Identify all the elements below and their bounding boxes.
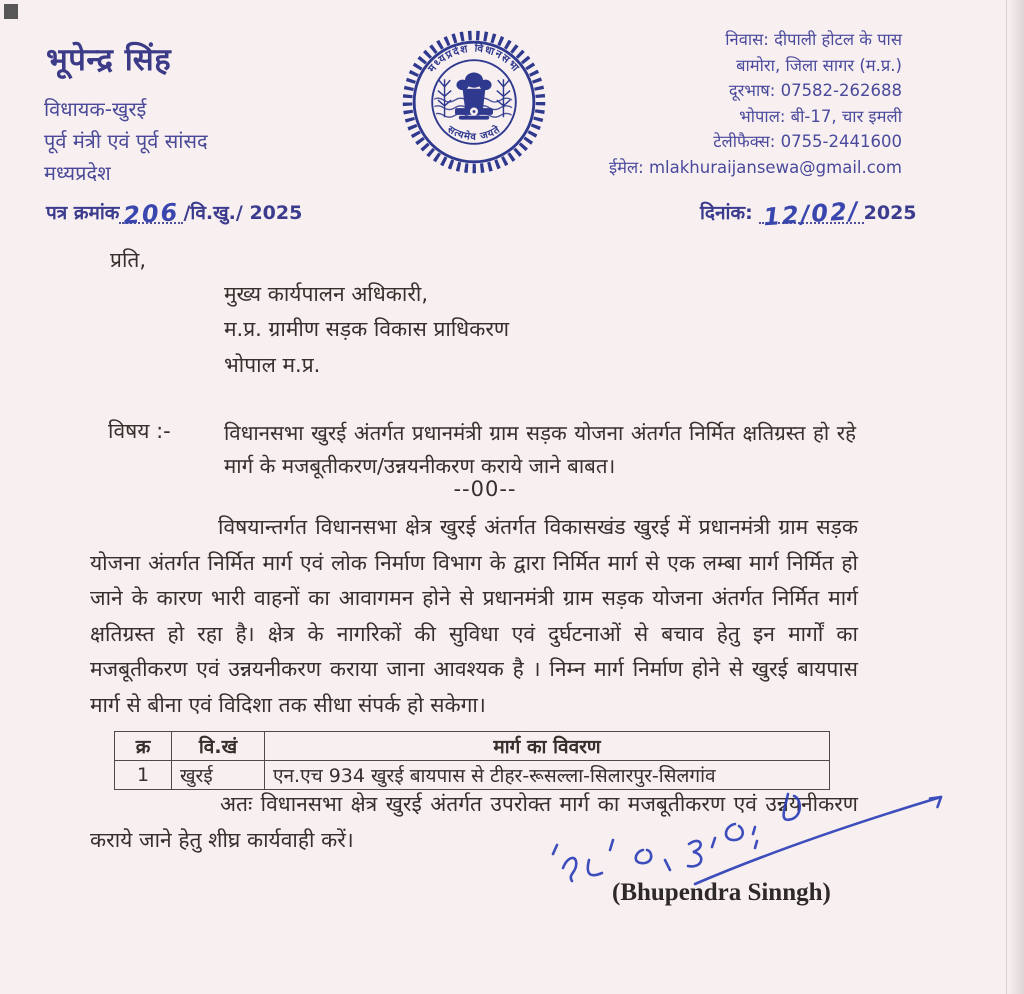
letter-number-line: [46, 198, 303, 230]
section-divider: --00--: [453, 477, 517, 501]
subject-text: विधानसभा खुरई अंतर्गत प्रधानमंत्री ग्राम सड़क योजना अंतर्गत निर्मित क्षतिग्रस्त हो रहे मार्ग के मजबूतीकरण/उन्नयनीकरण कराये जाने बाबत।: [224, 421, 856, 478]
recipient-line: मुख्य कार्यपालन अधिकारी,: [224, 282, 429, 306]
letter-number-suffix: /वि.खु./ 2025: [183, 202, 303, 224]
sender-designation: विधायक-खुरई: [44, 97, 147, 121]
signer-typed-name: (Bhupendra Sinngh): [612, 879, 831, 906]
sender-state: मध्यप्रदेश: [44, 161, 111, 185]
letter-number-label: पत्र क्रमांक: [46, 202, 120, 224]
cell-serial: 1: [115, 761, 172, 790]
letter-number-handwritten: 206: [122, 198, 181, 230]
date-label: दिनांक:: [700, 202, 753, 224]
mp-vidhan-sabha-seal-icon: [398, 26, 550, 182]
contact-line: बामोरा, जिला सागर (म.प्र.): [736, 55, 902, 75]
subject-label: विषय :-: [108, 419, 171, 443]
contact-line: भोपाल: बी-17, चार इमली: [739, 106, 902, 126]
seal-bottom-text: सत्यमेव जयते: [445, 124, 503, 143]
contact-block: [560, 27, 902, 181]
date-year: 2025: [863, 202, 917, 224]
svg-text:सत्यमेव जयते: [444, 122, 503, 143]
cell-road-description: एन.एच 934 खुरई बायपास से टीहर-रूसल्ला-सिलारपुर-सिलगांव: [265, 761, 830, 790]
seal-top-text: मध्यप्रदेश विधानसभा: [425, 42, 523, 75]
letter-number-dotted-blank: [119, 198, 183, 230]
scan-edge-shadow: [1008, 0, 1024, 994]
scan-corner-artifact: [4, 4, 18, 19]
handwritten-signature: [545, 780, 965, 902]
date-line: [700, 196, 917, 232]
col-header-block: वि.खं: [172, 732, 265, 761]
contact-line: दूरभाष: 07582-262688: [728, 81, 902, 101]
contact-line: निवास: दीपाली होटल के पास: [725, 30, 902, 49]
contact-line: टेलीफैक्स: 0755-2441600: [713, 132, 902, 152]
recipient-line: भोपाल म.प्र.: [224, 353, 321, 377]
scan-fold-line: [1006, 0, 1007, 994]
recipient-line: म.प्र. ग्रामीण सड़क विकास प्राधिकरण: [224, 317, 510, 341]
contact-line-email: ईमेल: mlakhuraijansewa@gmail.com: [609, 157, 902, 177]
body-paragraph: विषयान्तर्गत विधानसभा क्षेत्र खुरई अंतर्गत विकासखंड खुरई में प्रधानमंत्री ग्राम सड़क योजना अंतर्गत निर्मित मार्ग एवं लोक निर्माण विभाग के द्वारा निर्मित मार्ग से एक लम्बा मार्ग निर्मित हो जाने के कारण भारी वाहनों का आवागमन होने से प्रधानमंत्री ग्राम सड़क योजना अंतर्गत निर्मित मार्ग क्षतिग्रस्त हो रहा है। क्षेत्र के नागरिकों की सुविधा एवं दुर्घटनाओं से बचाव हेतु इन मार्गों का मजबूतीकरण एवं उन्नयनीकरण कराया जाना आवश्यक है । निम्न मार्ग निर्माण होने से खुरई बायपास मार्ग से बीना एवं विदिशा तक सीधा संपर्क हो सकेगा।: [90, 515, 858, 717]
col-header-road-description: मार्ग का विवरण: [265, 732, 830, 761]
sender-former-titles: पूर्व मंत्री एवं पूर्व सांसद: [44, 129, 208, 153]
table-header-row: [115, 732, 830, 761]
closing-paragraph: अतः विधानसभा क्षेत्र खुरई अंतर्गत उपरोक्त मार्ग का मजबूतीकरण एवं उन्नयनीकरण कराये जाने हेतु शीघ्र कार्यवाही करें।: [90, 792, 858, 852]
date-handwritten: 12/02/: [762, 196, 861, 232]
cell-block: खुरई: [172, 761, 265, 790]
col-header-serial: क्र: [115, 732, 172, 761]
sender-name: भूपेन्द्र सिंह: [46, 42, 172, 78]
salutation: प्रति,: [110, 248, 147, 272]
date-dotted-blank: [759, 196, 863, 232]
